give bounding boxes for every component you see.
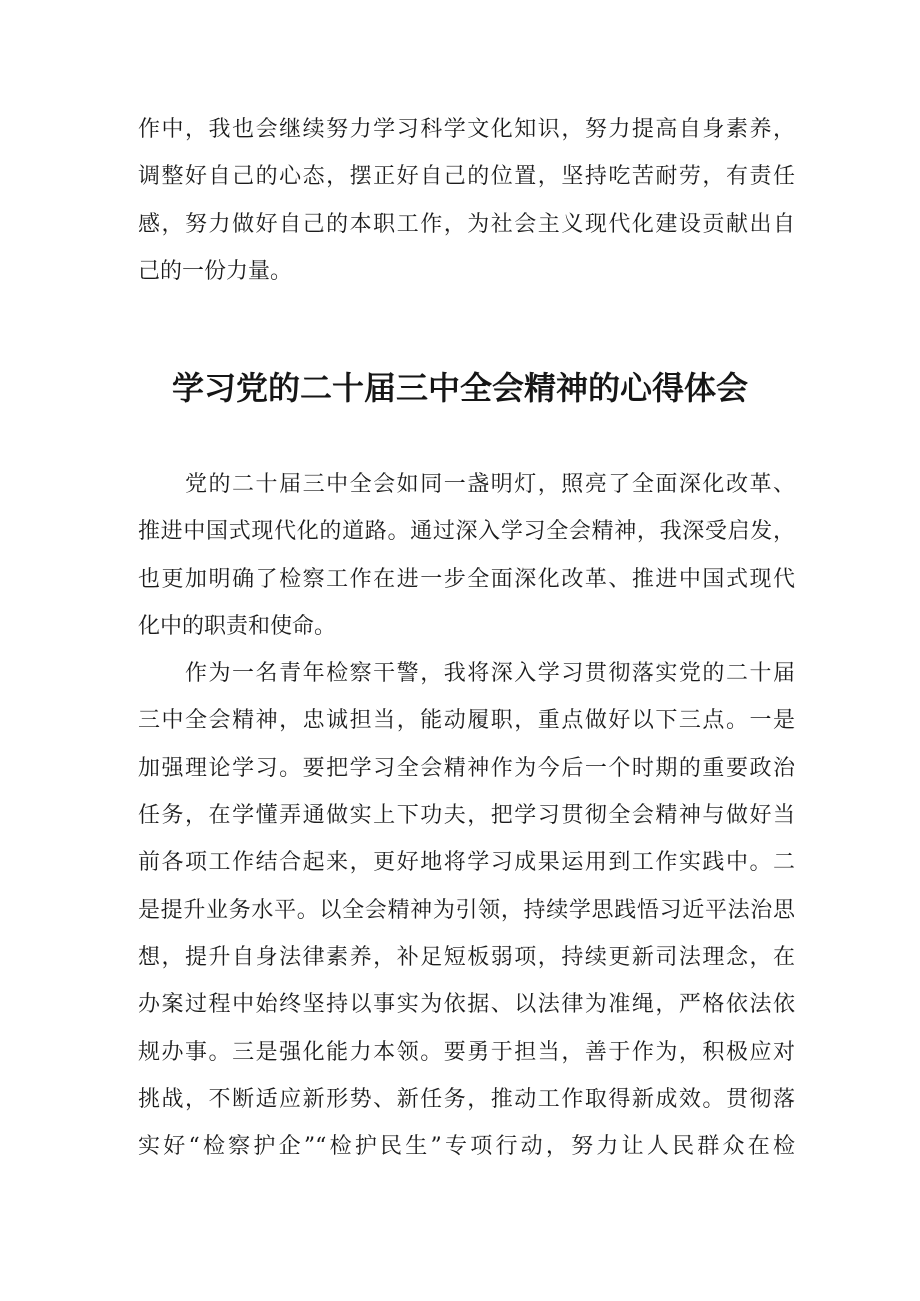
paragraph <box>138 461 795 650</box>
text-line: 挑战，不断适应新形势、新任务，推动工作取得新成效。贯彻落 <box>138 1086 795 1112</box>
paragraph <box>138 650 795 1170</box>
text-line: 感，努力做好自己的本职工作，为社会主义现代化建设贡献出自 <box>138 211 795 237</box>
text-line: 作中，我也会继续努力学习科学文化知识，努力提高自身素养， <box>138 117 795 142</box>
document-body <box>138 461 795 1170</box>
document-title: 学习党的二十届三中全会精神的心得体会 <box>171 369 748 407</box>
intro-paragraph <box>138 106 795 295</box>
text-line: 是提升业务水平。以全会精神为引领，持续学思践悟习近平法治思 <box>138 897 795 923</box>
text-line: 规办事。三是强化能力本领。要勇于担当，善于作为，积极应对 <box>138 1039 795 1065</box>
text-line: 办案过程中始终坚持以事实为依据、以法律为准绳，严格依法依 <box>138 992 795 1018</box>
text-line: 也更加明确了检察工作在进一步全面深化改革、推进中国式现代 <box>138 566 795 592</box>
text-line: 实好“检察护企”“检护民生”专项行动，努力让人民群众在检 <box>138 1134 795 1160</box>
text-line: 想，提升自身法律素养，补足短板弱项，持续更新司法理念，在 <box>138 944 795 970</box>
text-line: 任务，在学懂弄通做实上下功夫，把学习贯彻全会精神与做好当 <box>138 803 795 829</box>
text-line: 三中全会精神，忠诚担当，能动履职，重点做好以下三点。一是 <box>138 708 795 734</box>
text-line: 化中的职责和使命。 <box>138 613 337 639</box>
text-line: 作为一名青年检察干警，我将深入学习贯彻落实党的二十届 <box>185 661 795 687</box>
text-line: 党的二十届三中全会如同一盏明灯，照亮了全面深化改革、 <box>185 472 795 497</box>
text-line: 推进中国式现代化的道路。通过深入学习全会精神，我深受启发， <box>138 519 795 545</box>
text-line: 加强理论学习。要把学习全会精神作为今后一个时期的重要政治 <box>138 755 795 781</box>
text-line: 前各项工作结合起来，更好地将学习成果运用到工作实践中。二 <box>138 850 795 876</box>
text-line: 己的一份力量。 <box>138 258 293 284</box>
text-line: 调整好自己的心态，摆正好自己的位置，坚持吃苦耐劳，有责任 <box>138 164 795 190</box>
